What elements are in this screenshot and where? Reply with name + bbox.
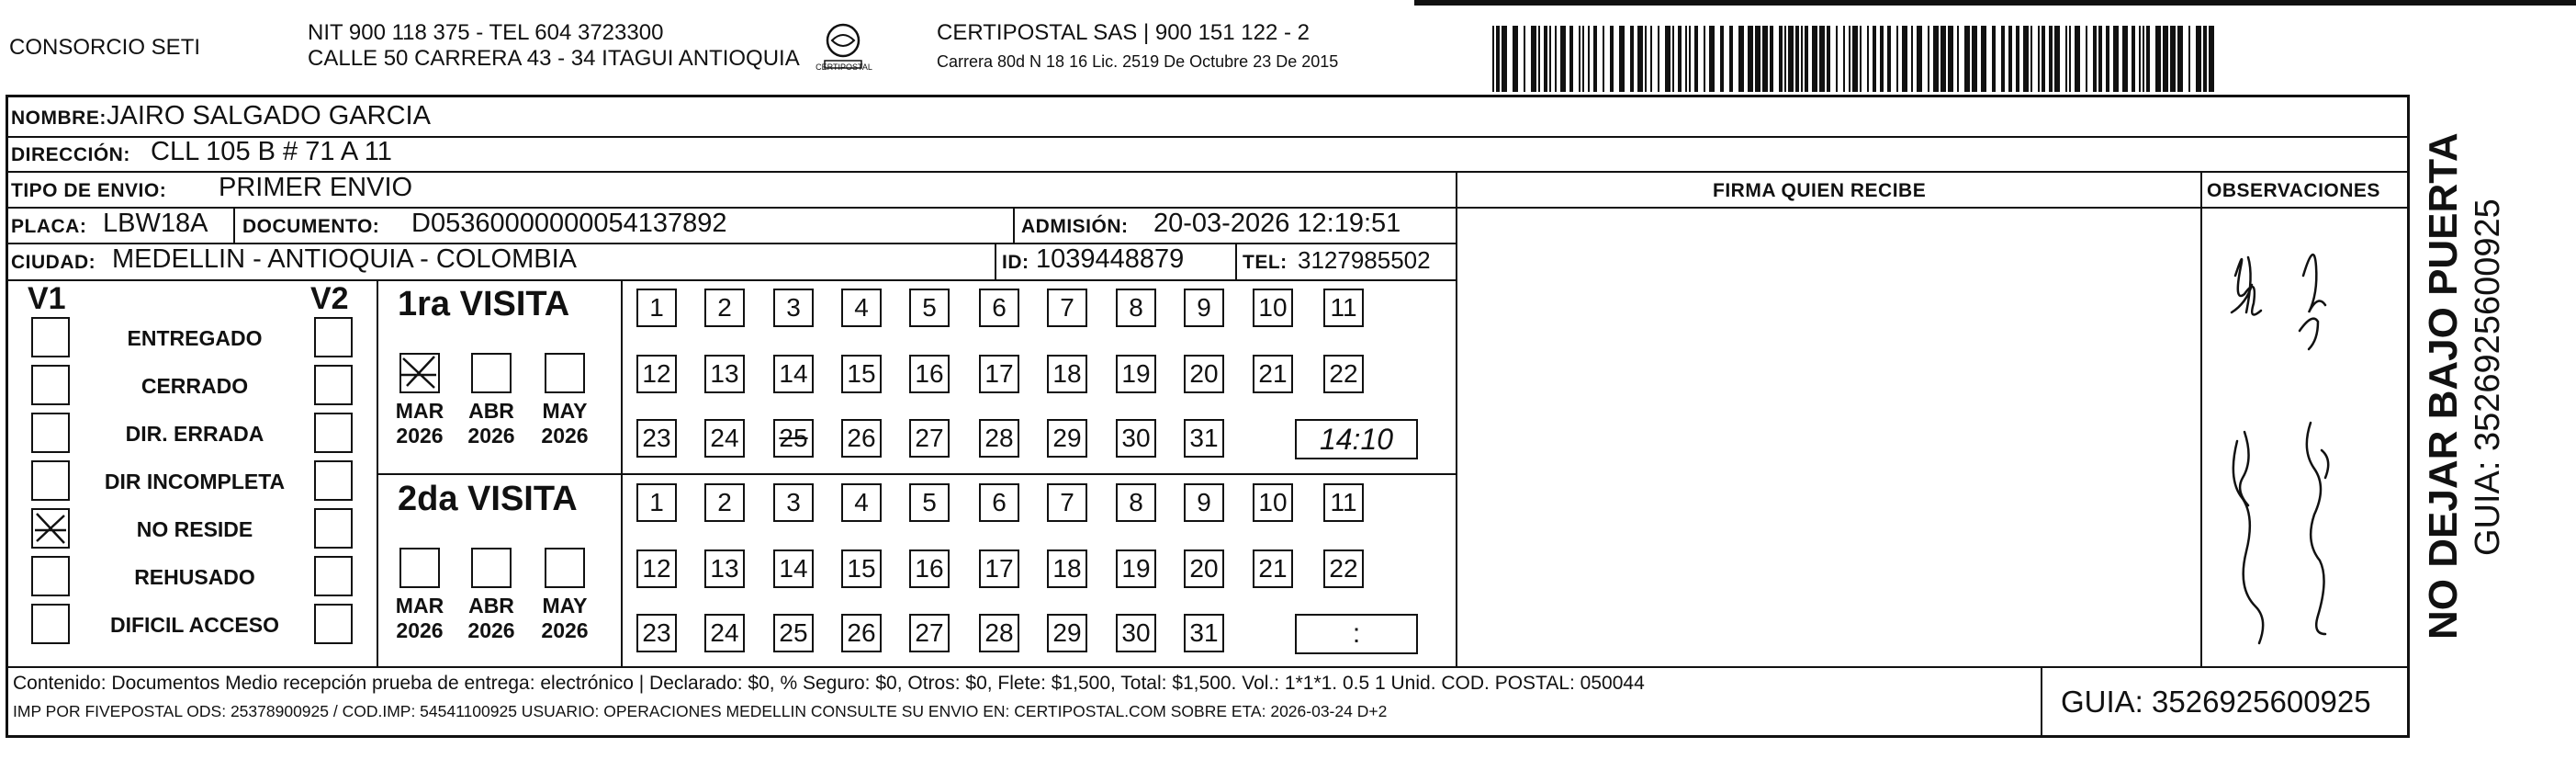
barcode-bar — [1555, 26, 1557, 92]
col-line — [995, 243, 996, 279]
v1-checkbox[interactable] — [31, 365, 70, 405]
barcode-bar — [1762, 26, 1768, 92]
handwritten-observation — [2204, 221, 2406, 662]
month-checkbox[interactable] — [545, 353, 585, 393]
day-box[interactable]: 28 — [979, 419, 1019, 458]
day-box[interactable]: 28 — [979, 614, 1019, 652]
day-box[interactable]: 3 — [773, 483, 814, 522]
barcode-bar — [2042, 26, 2045, 92]
barcode-bar — [1896, 26, 1898, 92]
v1-checkbox[interactable] — [31, 556, 70, 596]
day-box[interactable]: 29 — [1047, 419, 1087, 458]
day-box[interactable]: 29 — [1047, 614, 1087, 652]
day-box[interactable]: 26 — [841, 614, 882, 652]
admission-value: 20-03-2026 12:19:51 — [1153, 209, 1401, 238]
barcode-bar — [1779, 26, 1783, 92]
day-box[interactable]: 15 — [841, 355, 882, 393]
day-box[interactable]: 1 — [636, 289, 677, 327]
barcode-bar — [2038, 26, 2040, 92]
barcode-bar — [1549, 26, 1551, 92]
day-box[interactable]: 21 — [1253, 355, 1293, 393]
day-box[interactable]: 13 — [704, 355, 745, 393]
day-box[interactable]: 5 — [909, 289, 950, 327]
barcode-bar — [1902, 26, 1907, 92]
row-line — [6, 666, 2410, 668]
day-box[interactable]: 26 — [841, 419, 882, 458]
day-box[interactable]: 17 — [979, 549, 1019, 588]
barcode-bar — [1619, 26, 1625, 92]
v2-checkbox[interactable] — [314, 365, 353, 405]
barcode-bar — [2023, 26, 2029, 92]
barcode-bar — [1873, 26, 1876, 92]
day-box[interactable]: 11 — [1323, 483, 1364, 522]
status-label: DIR INCOMPLETA — [104, 470, 286, 493]
day-box[interactable]: 15 — [841, 549, 882, 588]
city-value: MEDELLIN - ANTIOQUIA - COLOMBIA — [112, 244, 577, 274]
day-box[interactable]: 25 — [773, 614, 814, 652]
day-box[interactable]: 18 — [1047, 549, 1087, 588]
barcode-bar — [1770, 26, 1773, 92]
barcode-bar — [1603, 26, 1604, 92]
col-line — [233, 207, 235, 244]
day-box[interactable]: 20 — [1184, 355, 1224, 393]
barcode-bar — [1588, 26, 1590, 92]
month-label: ABR 2026 — [467, 399, 515, 447]
v2-label: V2 — [310, 281, 349, 316]
barcode-bar — [1579, 26, 1580, 92]
day-box[interactable]: 6 — [979, 483, 1019, 522]
barcode-bar — [1981, 26, 1986, 92]
logo-caption: CERTIPOSTAL — [816, 62, 872, 72]
barcode-bar — [2008, 26, 2012, 92]
barcode-bar — [2086, 26, 2087, 92]
month-checkbox[interactable] — [471, 548, 512, 588]
barcode-bar — [1560, 26, 1566, 92]
barcode-bar — [1492, 26, 1494, 92]
barcode-bar — [1496, 26, 1500, 92]
id-label: ID: — [1002, 252, 1029, 273]
barcode-bar — [2098, 26, 2102, 92]
barcode-bar — [1827, 26, 1830, 92]
barcode-bar — [2209, 26, 2214, 92]
barcode-bar — [1524, 26, 1525, 92]
barcode-bar — [2139, 26, 2141, 92]
visit2-title: 2da VISITA — [398, 480, 578, 518]
day-box[interactable]: 30 — [1116, 419, 1156, 458]
barcode-bar — [1948, 26, 1953, 92]
day-box[interactable]: 14 — [773, 549, 814, 588]
day-box[interactable]: 8 — [1116, 289, 1156, 327]
day-box[interactable]: 7 — [1047, 289, 1087, 327]
day-box[interactable]: 14 — [773, 355, 814, 393]
day-box[interactable]: 12 — [636, 549, 677, 588]
barcode-bar — [1964, 26, 1970, 92]
tel-value: 3127985502 — [1298, 246, 1431, 274]
barcode-bar — [1867, 26, 1869, 92]
barcode-bar — [1569, 26, 1573, 92]
day-box[interactable]: 9 — [1184, 289, 1224, 327]
name-value: JAIRO SALGADO GARCIA — [107, 101, 431, 130]
day-box[interactable]: 7 — [1047, 483, 1087, 522]
day-box[interactable]: 21 — [1253, 549, 1293, 588]
carrier-line: CERTIPOSTAL SAS | 900 151 122 - 2 — [937, 20, 1310, 45]
barcode-bar — [2132, 26, 2135, 92]
barcode-bar — [2065, 26, 2067, 92]
v2-checkbox[interactable] — [314, 508, 353, 549]
barcode-bar — [1502, 26, 1507, 92]
col-line — [2041, 666, 2042, 738]
barcode-bar — [1972, 26, 1977, 92]
status-label: ENTREGADO — [127, 326, 263, 350]
barcode-bar — [1748, 26, 1753, 92]
day-box[interactable]: 4 — [841, 289, 882, 327]
barcode-bar — [1720, 26, 1724, 92]
barcode-bar — [1645, 26, 1647, 92]
day-box[interactable]: 23 — [636, 614, 677, 652]
time-box[interactable]: 14:10 — [1295, 419, 1418, 459]
barcode-bar — [2155, 26, 2161, 92]
barcode-bar — [1843, 26, 1845, 92]
day-box[interactable]: 18 — [1047, 355, 1087, 393]
month-checkbox[interactable] — [399, 353, 440, 393]
barcode-bar — [2054, 26, 2060, 92]
side-warning: NO DEJAR BAJO PUERTA — [2421, 132, 2466, 640]
month-label: MAR 2026 — [395, 594, 444, 642]
month-checkbox[interactable] — [545, 548, 585, 588]
day-box[interactable]: 17 — [979, 355, 1019, 393]
barcode-bar — [1738, 26, 1744, 92]
company-name: CONSORCIO SETI — [9, 35, 201, 60]
v2-checkbox[interactable] — [314, 604, 353, 644]
barcode-bar — [1665, 26, 1670, 92]
barcode-bar — [2001, 26, 2005, 92]
barcode-bar — [2016, 26, 2019, 92]
barcode-bar — [2106, 26, 2109, 92]
barcode-bar — [1784, 26, 1786, 92]
status-label: NO RESIDE — [136, 517, 253, 541]
status-label: DIFICIL ACCESO — [109, 613, 279, 637]
barcode-bar — [2069, 26, 2071, 92]
month-label: MAY 2026 — [541, 399, 589, 447]
day-box[interactable]: 2 — [704, 289, 745, 327]
v1-checkbox[interactable] — [31, 317, 70, 357]
signature-label: FIRMA QUIEN RECIBE — [1713, 180, 1927, 201]
day-box[interactable]: 3 — [773, 289, 814, 327]
day-box[interactable]: 10 — [1253, 483, 1293, 522]
day-box[interactable]: 8 — [1116, 483, 1156, 522]
check-mark-icon — [401, 355, 438, 391]
observations-label: OBSERVACIONES — [2207, 180, 2380, 201]
barcode-bar — [2143, 26, 2144, 92]
tel-label: TEL: — [1243, 252, 1288, 273]
barcode-bar — [2030, 26, 2032, 92]
day-box[interactable]: 23 — [636, 419, 677, 458]
id-value: 1039448879 — [1036, 244, 1185, 274]
barcode-bar — [1836, 26, 1838, 92]
barcode-bar — [1672, 26, 1674, 92]
barcode-bar — [1805, 26, 1808, 92]
v2-checkbox[interactable] — [314, 556, 353, 596]
col-line — [1013, 207, 1015, 244]
barcode-bar — [1582, 26, 1584, 92]
month-label: MAY 2026 — [541, 594, 589, 642]
day-box[interactable]: 4 — [841, 483, 882, 522]
day-box[interactable]: 31 — [1184, 614, 1224, 652]
barcode-bar — [1658, 26, 1659, 92]
side-guia: GUIA: 3526925600925 — [2469, 198, 2507, 556]
v1-checkbox[interactable] — [31, 604, 70, 644]
day-box[interactable]: 19 — [1116, 549, 1156, 588]
barcode-bar — [1795, 26, 1799, 92]
month-label: MAR 2026 — [395, 399, 444, 447]
day-box[interactable]: 6 — [979, 289, 1019, 327]
day-box[interactable]: 5 — [909, 483, 950, 522]
row-line — [2200, 207, 2410, 209]
footer-print-info: IMP POR FIVEPOSTAL ODS: 25378900925 / COD.IMP: 54541100925 USUARIO: OPERACIONES MEDELLIN CONSULTE SU ENVIO EN: CERTIPOSTAL.COM SOBRE ETA: 2026-03-24 D+2 — [13, 702, 1388, 720]
footer-guia: GUIA: 3526925600925 — [2061, 685, 2371, 719]
check-mark-icon — [33, 510, 68, 547]
barcode-bar — [1531, 26, 1536, 92]
barcode-bar — [1678, 26, 1682, 92]
col-line — [2200, 171, 2202, 667]
barcode-bar — [2122, 26, 2128, 92]
col-line — [377, 279, 378, 666]
v1-checkbox[interactable] — [31, 413, 70, 453]
day-box[interactable]: 27 — [909, 614, 950, 652]
license-line: Carrera 80d N 18 16 Lic. 2519 De Octubre 23 De 2015 — [937, 52, 1339, 71]
barcode-bar — [1694, 26, 1698, 92]
day-box[interactable]: 2 — [704, 483, 745, 522]
barcode-bar — [2049, 26, 2053, 92]
address-value: CLL 105 B # 71 A 11 — [151, 137, 392, 166]
plate-value: LBW18A — [103, 209, 208, 238]
barcode-bar — [2196, 26, 2201, 92]
day-box[interactable]: 9 — [1184, 483, 1224, 522]
day-box[interactable]: 27 — [909, 419, 950, 458]
day-box[interactable]: 24 — [704, 614, 745, 652]
v1-checkbox[interactable] — [31, 460, 70, 501]
day-box[interactable]: 16 — [909, 355, 950, 393]
document-label: DOCUMENTO: — [242, 216, 380, 237]
v1-label: V1 — [28, 281, 66, 316]
day-box[interactable]: 19 — [1116, 355, 1156, 393]
visit1-title: 1ra VISITA — [398, 285, 570, 323]
send-type-label: TIPO DE ENVIO: — [11, 180, 167, 201]
barcode-bar — [1593, 26, 1597, 92]
barcode-bar — [2075, 26, 2080, 92]
day-box[interactable]: 22 — [1323, 549, 1364, 588]
day-box[interactable]: 31 — [1184, 419, 1224, 458]
document-value: D05360000000054137892 — [411, 209, 727, 238]
day-box[interactable]: 20 — [1184, 549, 1224, 588]
name-label: NOMBRE: — [11, 108, 107, 129]
day-box[interactable]: 30 — [1116, 614, 1156, 652]
plate-label: PLACA: — [11, 216, 87, 237]
day-box[interactable]: 16 — [909, 549, 950, 588]
barcode-bar — [1880, 26, 1884, 92]
day-box[interactable]: 25 — [773, 419, 814, 458]
barcode-bar — [1650, 26, 1652, 92]
row-line — [6, 279, 1457, 281]
col-line — [621, 279, 623, 666]
barcode-bar — [1689, 26, 1691, 92]
barcode-bar — [1755, 26, 1760, 92]
barcode-bar — [1940, 26, 1946, 92]
top-rule — [1414, 0, 2576, 6]
barcode-bar — [1957, 26, 1959, 92]
barcode-bar — [2188, 26, 2190, 92]
v2-checkbox[interactable] — [314, 317, 353, 357]
barcode-bar — [1911, 26, 1913, 92]
barcode-bar — [1992, 26, 1996, 92]
barcode — [1492, 26, 2227, 92]
barcode-bar — [2177, 26, 2183, 92]
barcode-bar — [1709, 26, 1715, 92]
barcode-bar — [1917, 26, 1922, 92]
status-label: REHUSADO — [134, 565, 255, 589]
barcode-bar — [1860, 26, 1862, 92]
barcode-bar — [1630, 26, 1634, 92]
status-label: DIR. ERRADA — [125, 422, 264, 446]
barcode-bar — [1704, 26, 1705, 92]
row-line — [377, 473, 1457, 475]
barcode-bar — [1928, 26, 1929, 92]
month-checkbox[interactable] — [399, 548, 440, 588]
barcode-bar — [1801, 26, 1803, 92]
barcode-bar — [1637, 26, 1643, 92]
day-box[interactable]: 10 — [1253, 289, 1293, 327]
status-label: CERRADO — [141, 374, 249, 398]
barcode-bar — [1849, 26, 1850, 92]
admission-label: ADMISIÓN: — [1021, 216, 1129, 237]
barcode-bar — [1788, 26, 1794, 92]
barcode-bar — [1538, 26, 1540, 92]
barcode-bar — [2203, 26, 2207, 92]
v2-checkbox[interactable] — [314, 460, 353, 501]
barcode-bar — [1685, 26, 1687, 92]
barcode-bar — [1729, 26, 1733, 92]
nit-line: NIT 900 118 375 - TEL 604 3723300 — [308, 20, 664, 45]
day-box[interactable]: 22 — [1323, 355, 1364, 393]
city-label: CIUDAD: — [11, 252, 96, 273]
time-box[interactable]: : — [1295, 614, 1418, 654]
col-line — [1235, 243, 1237, 279]
barcode-bar — [1610, 26, 1614, 92]
barcode-bar — [1933, 26, 1939, 92]
day-box[interactable]: 13 — [704, 549, 745, 588]
v1-checkbox[interactable] — [31, 508, 70, 549]
col-line — [1456, 171, 1457, 667]
address-label: DIRECCIÓN: — [11, 144, 130, 165]
v2-checkbox[interactable] — [314, 413, 353, 453]
barcode-bar — [2146, 26, 2150, 92]
barcode-bar — [1887, 26, 1891, 92]
barcode-bar — [1544, 26, 1547, 92]
day-box[interactable]: 1 — [636, 483, 677, 522]
address-line: CALLE 50 CARRERA 43 - 34 ITAGUI ANTIOQUIA — [308, 46, 800, 71]
barcode-bar — [1852, 26, 1858, 92]
barcode-bar — [2093, 26, 2097, 92]
barcode-bar — [1513, 26, 1518, 92]
send-type-value: PRIMER ENVIO — [219, 173, 413, 202]
barcode-bar — [2113, 26, 2119, 92]
month-label: ABR 2026 — [467, 594, 515, 642]
barcode-bar — [2163, 26, 2168, 92]
day-box[interactable]: 24 — [704, 419, 745, 458]
barcode-bar — [1812, 26, 1817, 92]
day-box[interactable]: 12 — [636, 355, 677, 393]
month-checkbox[interactable] — [471, 353, 512, 393]
day-box[interactable]: 11 — [1323, 289, 1364, 327]
barcode-bar — [2170, 26, 2176, 92]
barcode-bar — [1819, 26, 1825, 92]
footer-contents: Contenido: Documentos Medio recepción prueba de entrega: electrónico | Declarado: $0, % Seguro: $0, Otros: $0, Flete: $1,500, Total: $1,500. Vol.: 1*1*1. 0.5 1 Unid. COD. POSTAL: 050044 — [13, 673, 1645, 694]
